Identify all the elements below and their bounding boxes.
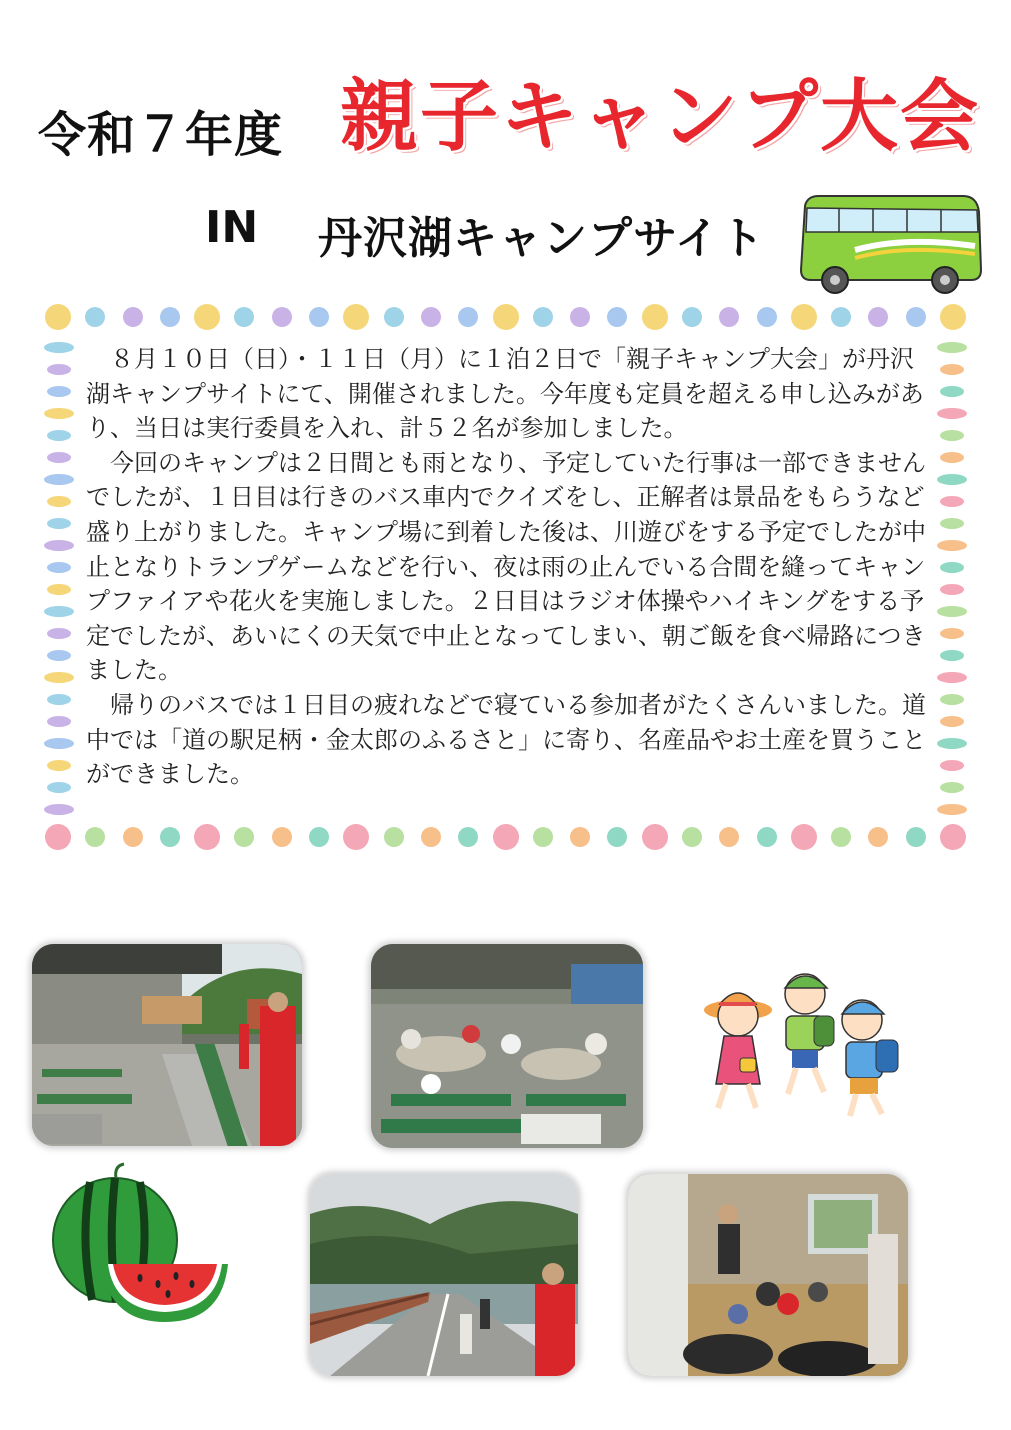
frame-dot	[309, 307, 329, 327]
frame-dot	[940, 716, 964, 727]
frame-dot	[123, 307, 143, 327]
frame-dot	[234, 827, 254, 847]
frame-dot	[940, 496, 964, 507]
page-title: 親子キャンプ大会	[340, 72, 981, 162]
paragraph-1: ８月１０日（日）・１１日（月）に１泊２日で「親子キャンプ大会」が丹沢湖キャンプサイトにて、開催されました。今年度も定員を超える申し込みがあり、当日は実行委員を入れ、計５２名が参加しました。	[86, 345, 924, 443]
frame-dot	[868, 307, 888, 327]
paragraph-3: 帰りのバスでは１日目の疲れなどで寝ている参加者がたくさんいました。道中では「道の駅足柄・金太郎のふるさと」に寄り、名産品やお土産を買うことができました。	[86, 690, 926, 789]
frame-dot	[493, 824, 519, 850]
frame-dot	[47, 694, 71, 705]
frame-dot	[47, 452, 71, 463]
frame-dot	[309, 827, 329, 847]
venue-title: 丹沢湖キャンプサイト	[318, 213, 765, 264]
photo-indoor-gathering	[628, 1174, 908, 1376]
frame-dot	[937, 672, 967, 683]
frame-dot	[940, 760, 964, 771]
frame-dot	[45, 304, 71, 330]
watermelon-illustration	[50, 1160, 230, 1330]
frame-dot	[940, 628, 964, 639]
in-label: IN	[205, 202, 259, 253]
frame-dot	[719, 827, 739, 847]
frame-dot	[343, 304, 369, 330]
frame-dot	[937, 804, 967, 815]
frame-dot	[533, 827, 553, 847]
frame-dot	[570, 827, 590, 847]
frame-dot	[757, 307, 777, 327]
frame-dot	[45, 824, 71, 850]
frame-dot	[940, 824, 966, 850]
frame-dot	[937, 474, 967, 485]
frame-dot	[937, 606, 967, 617]
frame-dot	[533, 307, 553, 327]
frame-dot	[719, 307, 739, 327]
frame-dot	[343, 824, 369, 850]
year-label: 令和７年度	[38, 107, 284, 163]
frame-dot	[937, 408, 967, 419]
frame-dot	[194, 824, 220, 850]
frame-dot	[47, 386, 71, 397]
frame-dot	[85, 827, 105, 847]
frame-dot	[940, 650, 964, 661]
frame-dot	[123, 827, 143, 847]
frame-dot	[44, 540, 74, 551]
frame-dot	[906, 307, 926, 327]
frame-dot	[940, 452, 964, 463]
frame-dot	[47, 782, 71, 793]
frame-dot	[831, 307, 851, 327]
frame-dot	[160, 827, 180, 847]
frame-dot	[493, 304, 519, 330]
frame-dot	[384, 307, 404, 327]
frame-dot	[47, 760, 71, 771]
frame-dot	[937, 540, 967, 551]
frame-dot	[47, 496, 71, 507]
frame-dot	[44, 408, 74, 419]
frame-dot	[642, 304, 668, 330]
frame-dot	[940, 694, 964, 705]
frame-dot	[682, 827, 702, 847]
frame-dot	[940, 782, 964, 793]
article-body	[86, 342, 934, 792]
frame-dot	[384, 827, 404, 847]
frame-dot	[458, 827, 478, 847]
frame-dot	[831, 827, 851, 847]
frame-dot	[272, 307, 292, 327]
frame-dot	[940, 584, 964, 595]
frame-dot	[44, 672, 74, 683]
frame-dot	[85, 307, 105, 327]
paragraph-2: 今回のキャンプは２日間とも雨となり、予定していた行事は一部できませんでしたが、１日目は行きのバス車内でクイズをし、正解者は景品をもらうなど盛り上がりました。キャンプ場に到着した後は、川遊びをする予定でしたが中止となりトランプゲームなどを行い、夜は雨の止んでいる合間を縫ってキャンプファイアや花火を実施しました。２日目はラジオ体操やハイキングをする予定でしたが、あいにくの天気で中止となってしまい、朝ご飯を食べ帰路につきました。	[86, 448, 926, 685]
frame-dot	[47, 584, 71, 595]
frame-dot	[194, 304, 220, 330]
photo-bridge-walk	[310, 1174, 578, 1376]
frame-dot	[940, 518, 964, 529]
frame-dot	[47, 562, 71, 573]
frame-dot	[791, 824, 817, 850]
frame-dot	[44, 804, 74, 815]
kids-hiking-illustration	[690, 958, 915, 1123]
frame-dot	[44, 342, 74, 353]
frame-dot	[940, 304, 966, 330]
frame-dot	[47, 430, 71, 441]
frame-dot	[642, 824, 668, 850]
frame-dot	[421, 307, 441, 327]
photo-indoor-meal	[371, 944, 643, 1148]
frame-dot	[421, 827, 441, 847]
frame-dot	[44, 474, 74, 485]
frame-dot	[47, 650, 71, 661]
frame-dot	[940, 386, 964, 397]
frame-dot	[940, 430, 964, 441]
frame-dot	[44, 738, 74, 749]
frame-dot	[937, 342, 967, 353]
frame-dot	[757, 827, 777, 847]
frame-dot	[458, 307, 478, 327]
frame-dot	[791, 304, 817, 330]
frame-dot	[44, 606, 74, 617]
frame-dot	[607, 827, 627, 847]
frame-dot	[607, 307, 627, 327]
frame-dot	[868, 827, 888, 847]
frame-dot	[47, 364, 71, 375]
frame-dot	[234, 307, 254, 327]
frame-dot	[47, 628, 71, 639]
frame-dot	[570, 307, 590, 327]
frame-dot	[937, 738, 967, 749]
bus-illustration	[795, 188, 985, 300]
frame-dot	[160, 307, 180, 327]
frame-dot	[940, 364, 964, 375]
photo-campsite-pavilion	[32, 944, 302, 1146]
frame-dot	[272, 827, 292, 847]
frame-dot	[940, 562, 964, 573]
frame-dot	[47, 518, 71, 529]
frame-dot	[47, 716, 71, 727]
frame-dot	[906, 827, 926, 847]
frame-dot	[682, 307, 702, 327]
